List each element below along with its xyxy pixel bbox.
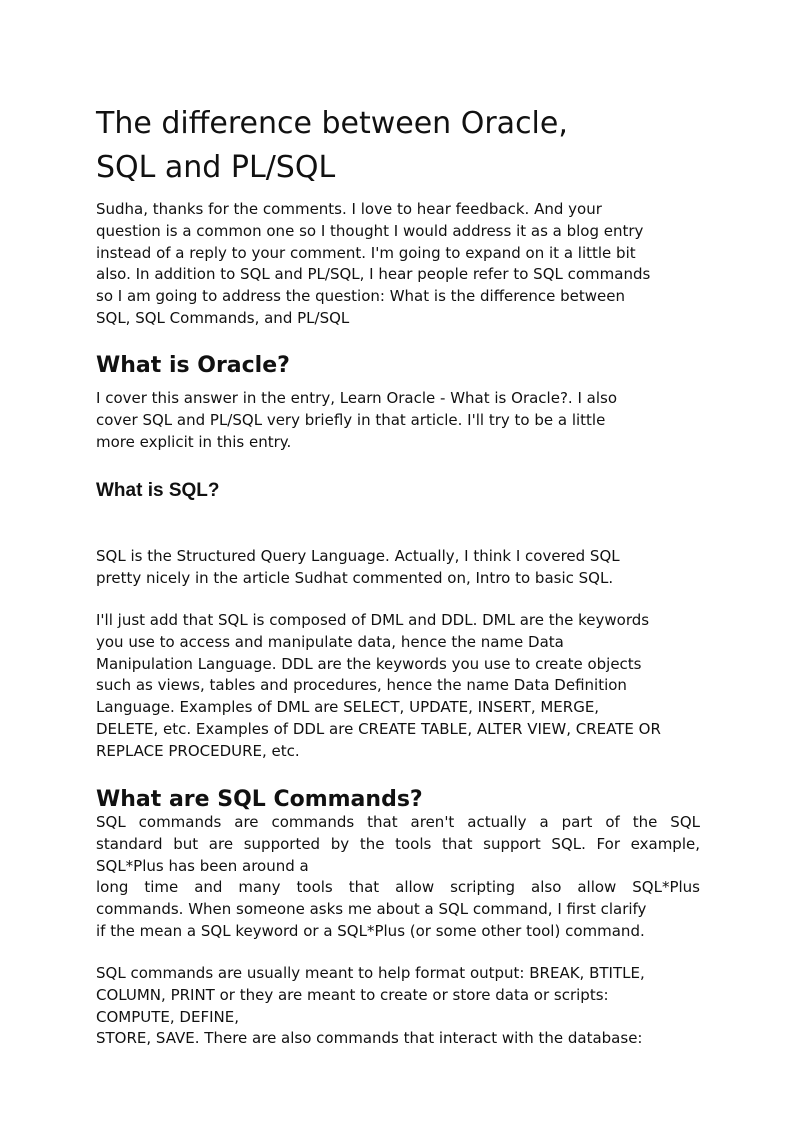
heading-what-is-sql: What is SQL? — [96, 480, 220, 501]
heading-what-is-oracle: What is Oracle? — [96, 353, 290, 378]
oracle-paragraph — [96, 388, 700, 453]
intro-line: question is a common one so I thought I would address it as a blog entry — [96, 221, 644, 240]
document-title — [96, 102, 696, 190]
title-line-2: SQL and PL/SQL — [96, 150, 336, 185]
commands-line-justified: SQL commands are commands that aren't actually a part of the SQL — [96, 813, 700, 831]
commands-line-justified: standard but are supported by the tools that support SQL. For example, — [96, 834, 700, 853]
oracle-line: cover SQL and PL/SQL very briefly in that article. I'll try to be a little — [96, 410, 606, 429]
commands-line: SQL commands are usually meant to help format output: BREAK, BTITLE, — [96, 964, 645, 982]
intro-line: so I am going to address the question: What is the difference between — [96, 287, 625, 306]
sql-line: DELETE, etc. Examples of DDL are CREATE TABLE, ALTER VIEW, CREATE OR — [96, 719, 661, 738]
sql-line: Language. Examples of DML are SELECT, UPDATE, INSERT, MERGE, — [96, 698, 600, 717]
intro-line: instead of a reply to your comment. I'm going to expand on it a little bit — [96, 243, 636, 262]
commands-line: if the mean a SQL keyword or a SQL*Plus (or some other tool) command. — [96, 921, 645, 940]
commands-line-justified: long time and many tools that allow scripting also allow SQL*Plus — [96, 878, 700, 897]
heading-sql-commands: What are SQL Commands? — [96, 787, 423, 812]
sql-line: Manipulation Language. DDL are the keywords you use to create objects — [96, 654, 642, 673]
oracle-line: I cover this answer in the entry, Learn Oracle - What is Oracle?. I also — [96, 389, 617, 407]
commands-paragraph-1 — [96, 812, 700, 943]
title-line-1: The difference between Oracle, — [96, 106, 568, 141]
intro-line: SQL, SQL Commands, and PL/SQL — [96, 308, 350, 327]
sql-paragraph-2 — [96, 610, 700, 763]
sql-line: you use to access and manipulate data, hence the name Data — [96, 632, 564, 651]
sql-line: SQL is the Structured Query Language. Actually, I think I covered SQL — [96, 547, 620, 565]
commands-line: COLUMN, PRINT or they are meant to create or store data or scripts: — [96, 985, 609, 1004]
commands-paragraph-2 — [96, 963, 700, 1050]
commands-line: SQL*Plus has been around a — [96, 856, 309, 875]
intro-line: also. In addition to SQL and PL/SQL, I hear people refer to SQL commands — [96, 265, 651, 284]
sql-line: such as views, tables and procedures, hence the name Data Definition — [96, 676, 627, 695]
sql-line: REPLACE PROCEDURE, etc. — [96, 741, 300, 760]
commands-line: COMPUTE, DEFINE, — [96, 1007, 239, 1026]
sql-line: pretty nicely in the article Sudhat commented on, Intro to basic SQL. — [96, 568, 614, 587]
intro-paragraph — [96, 199, 700, 330]
commands-line: commands. When someone asks me about a SQL command, I first clarify — [96, 900, 647, 919]
sql-paragraph-1 — [96, 546, 700, 590]
oracle-line: more explicit in this entry. — [96, 432, 292, 451]
intro-line: Sudha, thanks for the comments. I love to hear feedback. And your — [96, 200, 602, 218]
commands-line: STORE, SAVE. There are also commands that interact with the database: — [96, 1029, 643, 1048]
sql-line: I'll just add that SQL is composed of DML and DDL. DML are the keywords — [96, 611, 650, 629]
